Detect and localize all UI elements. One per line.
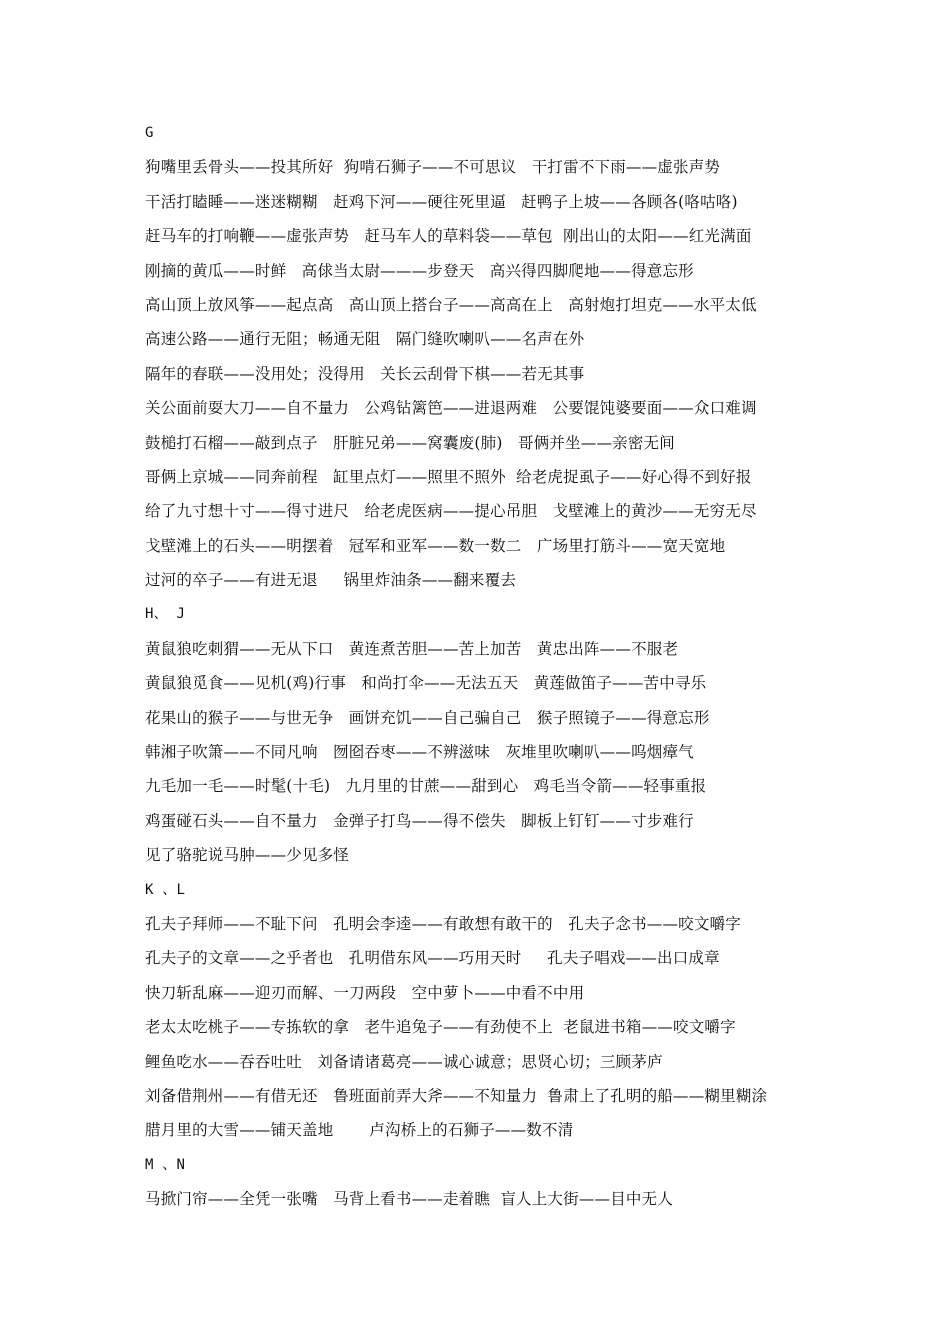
proverb-line: 黄鼠狼觅食——见机(鸡)行事 和尚打伞——无法五天 黄莲做笛子——苦中寻乐 — [145, 674, 707, 693]
proverb-line: 孔夫子拜师——不耻下问 孔明会李逵——有敢想有敢干的 孔夫子念书——咬文嚼字 — [145, 914, 741, 933]
proverb-line: 见了骆驼说马肿——少见多怪 — [145, 846, 350, 865]
proverb-line: 刘备借荆州——有借无还 鲁班面前弄大斧——不知量力 鲁肃上了孔明的船——糊里糊涂 — [145, 1086, 768, 1105]
proverb-line: 黄鼠狼吃刺猬——无从下口 黄连煮苦胆——苦上加苦 黄忠出阵——不服老 — [145, 639, 679, 658]
section-heading-g: G — [145, 125, 154, 141]
proverb-line: 快刀斩乱麻——迎刃而解、一刀两段 空中萝卜——中看不中用 — [145, 983, 585, 1002]
proverb-line: 刚摘的黄瓜——时鲜 高俅当太尉———步登天 高兴得四脚爬地——得意忘形 — [145, 261, 694, 280]
proverb-line: 韩湘子吹箫——不同凡响 囫囵吞枣——不辨滋味 灰堆里吹喇叭——呜烟瘴气 — [145, 743, 694, 762]
proverb-line: 赶马车的打响鞭——虚张声势 赶马车人的草料袋——草包 刚出山的太阳——红光满面 — [145, 227, 752, 246]
section-heading-mn: M 、N — [145, 1156, 186, 1173]
proverb-line: 哥俩上京城——同奔前程 缸里点灯——照里不照外 给老虎捉虱子——好心得不到好报 — [145, 467, 752, 486]
proverb-line: 干活打瞌睡——迷迷糊糊 赶鸡下河——硬往死里逼 赶鸭子上坡——各顾各(咯咕咯) — [145, 192, 738, 211]
proverb-line: 马掀门帘——全凭一张嘴 马背上看书——走着瞧 盲人上大街——目中无人 — [145, 1190, 674, 1209]
proverb-line: 腊月里的大雪——铺天盖地 卢沟桥上的石狮子——数不清 — [145, 1121, 574, 1140]
proverb-line: 老太太吃桃子——专拣软的拿 老牛追兔子——有劲使不上 老鼠进书箱——咬文嚼字 — [145, 1018, 736, 1037]
proverb-line: 花果山的猴子——与世无争 画饼充饥——自己骗自己 猴子照镜子——得意忘形 — [145, 708, 710, 727]
proverb-line: 高速公路——通行无阻；畅通无阻 隔门缝吹喇叭——名声在外 — [145, 330, 585, 349]
proverb-line: 孔夫子的文章——之乎者也 孔明借东风——巧用天时 孔夫子唱戏——出口成章 — [145, 949, 720, 968]
proverb-line: 高山顶上放风筝——起点高 高山顶上搭台子——高高在上 高射炮打坦克——水平太低 — [145, 295, 757, 314]
section-heading-kl: K 、L — [145, 881, 186, 898]
proverb-line: 关公面前耍大刀——自不量力 公鸡钻篱笆——进退两难 公要馄饨婆要面——众口难调 — [145, 399, 757, 418]
proverb-list — [145, 116, 825, 1217]
proverb-line: 过河的卒子——有进无退 锅里炸油条——翻来覆去 — [145, 571, 517, 590]
section-heading-hj: H、 J — [145, 606, 186, 623]
proverb-line: 戈壁滩上的石头——明摆着 冠军和亚军——数一数二 广场里打筋斗——宽天宽地 — [145, 536, 726, 555]
proverb-line: 狗嘴里丢骨头——投其所好 狗啃石狮子——不可思议 干打雷不下雨——虚张声势 — [145, 158, 721, 177]
proverb-line: 鸡蛋碰石头——自不量力 金弹子打鸟——得不偿失 脚板上钉钉——寸步难行 — [145, 811, 694, 830]
proverb-line: 给了九寸想十寸——得寸进尺 给老虎医病——提心吊胆 戈壁滩上的黄沙——无穷无尽 — [145, 502, 757, 521]
proverb-line: 鼓槌打石榴——敲到点子 肝脏兄弟——窝囊废(肺) 哥俩并坐——亲密无间 — [145, 433, 675, 452]
proverb-line: 鲤鱼吃水——吞吞吐吐 刘备请诸葛亮——诚心诚意；思贤心切；三顾茅庐 — [145, 1052, 663, 1071]
proverb-line: 九毛加一毛——时髦(十毛) 九月里的甘蔗——甜到心 鸡毛当令箭——轻事重报 — [145, 777, 707, 796]
proverb-line: 隔年的春联——没用处；没得用 关长云刮骨下棋——若无其事 — [145, 364, 585, 383]
